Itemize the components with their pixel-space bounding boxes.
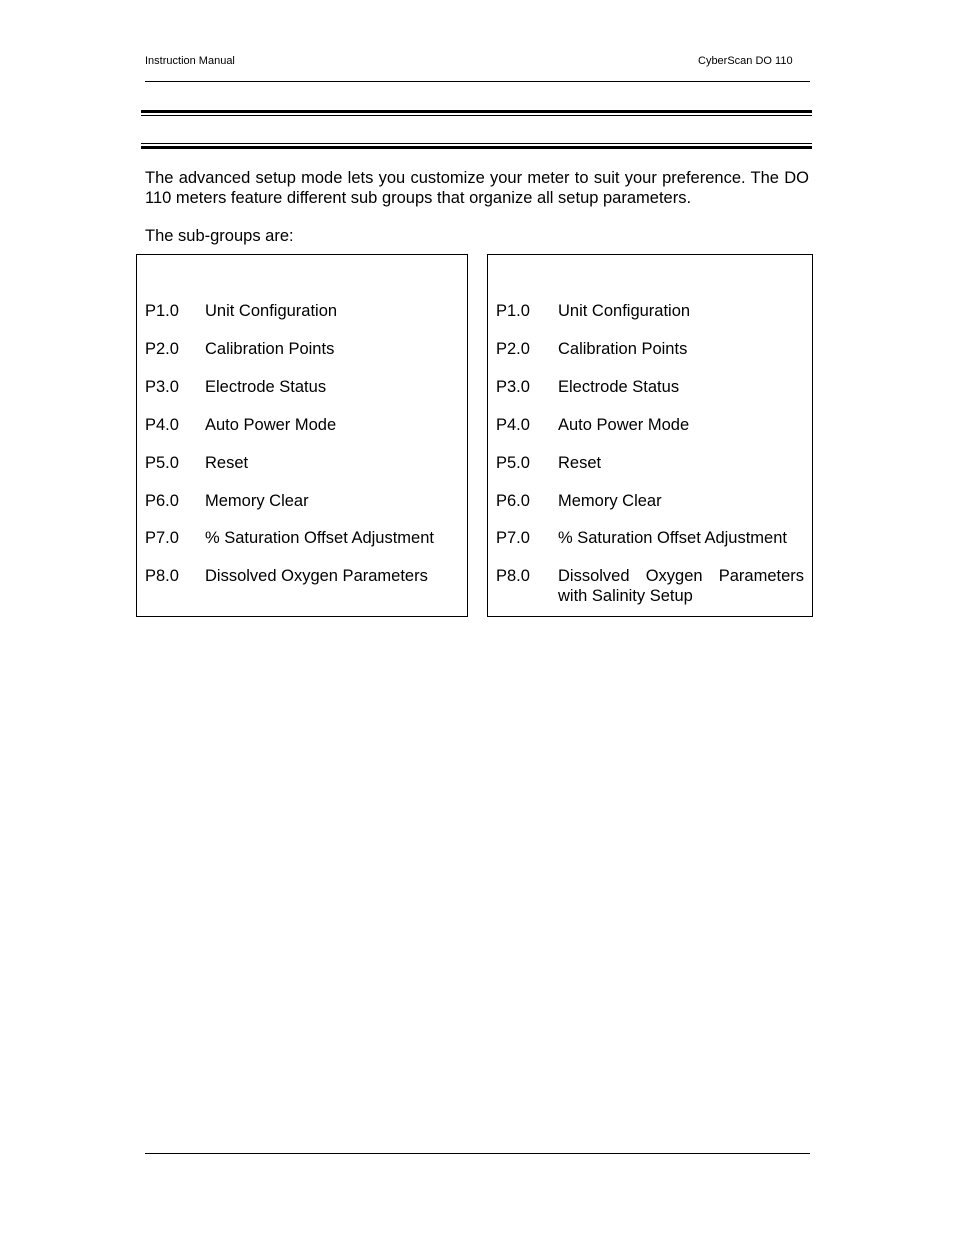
item-code: P5.0	[496, 454, 530, 472]
subgroup-list-left	[136, 254, 468, 617]
header-product-name: CyberScan DO 110	[698, 55, 793, 67]
item-code: P3.0	[145, 378, 179, 396]
item-code: P6.0	[496, 492, 530, 510]
item-code: P6.0	[145, 492, 179, 510]
item-label: Auto Power Mode	[205, 416, 337, 434]
item-code: P8.0	[145, 567, 179, 585]
section-bar-bottom-thick	[141, 146, 812, 149]
subgroups-label: The sub-groups are:	[145, 227, 294, 245]
item-label: % Saturation Offset Adjustment	[558, 529, 787, 547]
item-code: P4.0	[496, 416, 530, 434]
item-code: P2.0	[145, 340, 179, 358]
item-label: Electrode Status	[205, 378, 327, 396]
item-label: Calibration Points	[558, 340, 688, 358]
item-code: P5.0	[145, 454, 179, 472]
header-document-title: Instruction Manual	[145, 55, 235, 67]
footer-divider	[145, 1153, 810, 1154]
item-code: P7.0	[496, 529, 530, 547]
item-label: Auto Power Mode	[558, 416, 690, 434]
item-label: Reset	[558, 454, 602, 472]
section-bar-top-thick	[141, 110, 812, 113]
intro-paragraph: The advanced setup mode lets you customize your meter to suit your preference. The DO 110 meters feature different sub groups that organize all setup parameters.	[145, 169, 809, 207]
item-code: P3.0	[496, 378, 530, 396]
item-label: Unit Configuration	[205, 302, 338, 320]
subgroup-list-right	[487, 254, 813, 617]
section-bar-bottom-thin	[141, 143, 812, 144]
item-label: Dissolved Oxygen Parameters with Salinity Setup	[558, 567, 804, 605]
item-code: P4.0	[145, 416, 179, 434]
item-label: Reset	[205, 454, 249, 472]
item-label: Unit Configuration	[558, 302, 691, 320]
item-code: P2.0	[496, 340, 530, 358]
item-label: % Saturation Offset Adjustment	[205, 529, 434, 547]
item-label: Memory Clear	[205, 492, 309, 510]
item-code: P7.0	[145, 529, 179, 547]
header-divider	[145, 81, 810, 82]
item-code: P1.0	[145, 302, 179, 320]
item-code: P1.0	[496, 302, 530, 320]
item-label: Memory Clear	[558, 492, 662, 510]
item-code: P8.0	[496, 567, 530, 585]
item-label: Electrode Status	[558, 378, 680, 396]
section-bar-top-thin	[141, 115, 812, 116]
item-label: Calibration Points	[205, 340, 335, 358]
item-label: Dissolved Oxygen Parameters	[205, 567, 428, 585]
